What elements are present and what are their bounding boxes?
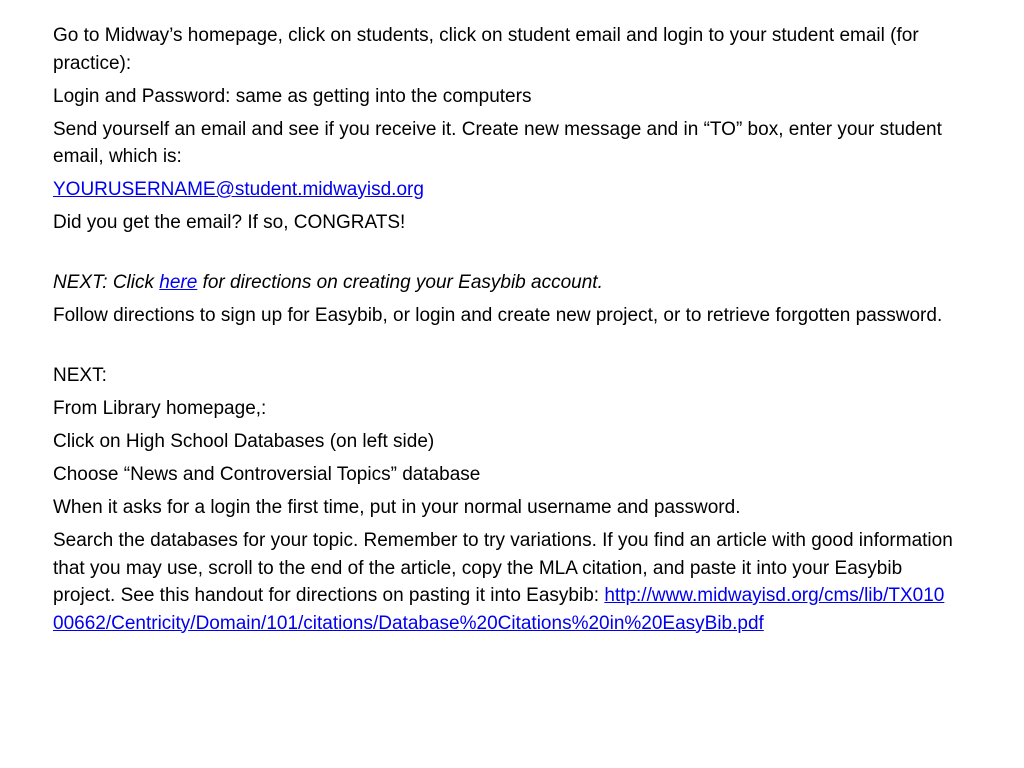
login-password-text: Login and Password: same as getting into the computers	[53, 85, 532, 107]
student-email-link[interactable]: YOURUSERNAME@student.midwayisd.org	[53, 179, 424, 200]
easybib-next-suffix: for directions on creating your Easybib account.	[197, 272, 603, 293]
easybib-follow-text: Follow directions to sign up for Easybib, or login and create new project, or to retrieve forgotten password.	[53, 305, 943, 326]
spacer	[53, 335, 953, 362]
slide-content	[53, 22, 953, 643]
search-instructions-paragraph	[53, 527, 953, 637]
handout-pdf-link[interactable]: http://www.midwayisd.org/cms/lib/TX01000662/Centricity/Domain/101/citations/Database%20Citations%20in%20EasyBib.pdf	[53, 585, 945, 634]
search-instructions-text: Search the databases for your topic. Remember to try variations. If you find an article with good information that you may use, scroll to the end of the article, copy the MLA citation, and paste it into your Easybib project. See this handout for directions on pasting it into Easybib:	[53, 530, 953, 606]
email-address-paragraph	[53, 176, 953, 204]
easybib-next-prefix: NEXT: Click	[53, 272, 160, 293]
library-next-heading: NEXT:	[53, 365, 107, 386]
databases-click-text: Click on High School Databases (on left side)	[53, 431, 435, 452]
easybib-next-paragraph	[53, 269, 953, 297]
congrats-text: Did you get the email? If so, CONGRATS!	[53, 212, 406, 233]
login-first-time-text: When it asks for a login the first time, put in your normal username and password.	[53, 497, 741, 518]
library-homepage-text: From Library homepage,:	[53, 398, 267, 419]
here-link[interactable]: here	[159, 272, 198, 293]
send-email-text: Send yourself an email and see if you receive it. Create new message and in “TO” box, enter your student email, which is:	[53, 118, 942, 167]
choose-database-text: Choose “News and Controversial Topics” database	[53, 464, 481, 485]
step-homepage-text: Go to Midway’s homepage, click on students, click on student email and login to your student email (for practice):	[53, 25, 919, 74]
spacer	[53, 242, 953, 269]
